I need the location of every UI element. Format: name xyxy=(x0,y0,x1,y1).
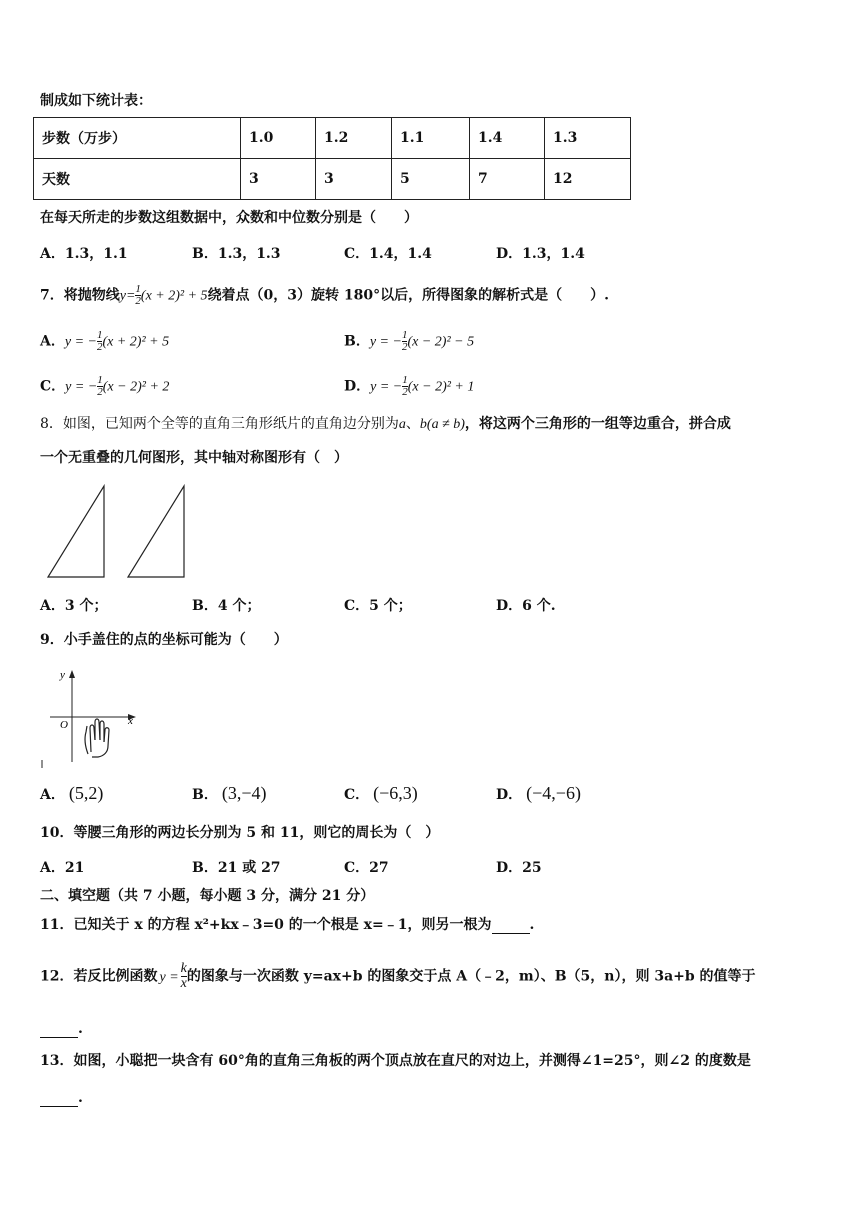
q9-option-a: A． (5,2) xyxy=(40,783,104,803)
table-cell: 1.4 xyxy=(470,118,545,159)
table-cell: 天数 xyxy=(34,159,241,200)
q7-stem-post: 绕着点（0，3）旋转 180°以后，所得图象的解析式是（ ）. xyxy=(207,287,610,304)
q13-answer-line: . xyxy=(40,1089,83,1107)
stats-table xyxy=(33,117,631,200)
q7-func-tail: (x + 2)² + 5 xyxy=(140,288,208,304)
q7-option-d: D．y = − $\frac{1}{2}$ (x − 2)² + 1 xyxy=(344,374,475,398)
table-cell: 1.0 xyxy=(241,118,316,159)
q7-stem xyxy=(40,284,609,307)
q6-option-b: B．1.3，1.3 xyxy=(192,246,281,262)
axis-y-label: y xyxy=(60,669,65,681)
answer-blank[interactable] xyxy=(40,1092,78,1107)
right-triangle-2 xyxy=(128,486,184,577)
q7-option-a: A．y = − $\frac{1}{2}$ (x + 2)² + 5 xyxy=(40,329,170,353)
origin-label: O xyxy=(60,719,68,731)
q9-option-c: C． (−6,3) xyxy=(344,783,418,803)
q10-stem: 10．等腰三角形的两边长分别为 5 和 11，则它的周长为（ ） xyxy=(40,825,440,841)
q9-option-b: B． (3,−4) xyxy=(192,783,267,803)
q9-coordinate-figure xyxy=(38,664,148,768)
y-axis-arrow xyxy=(69,670,75,678)
q6-option-a: A．1.3，1.1 xyxy=(40,246,128,262)
q9-option-d: D． (−4,−6) xyxy=(496,783,581,803)
table-cell: 步数（万步） xyxy=(34,118,241,159)
q10-option-a: A．21 xyxy=(40,860,85,876)
table-cell: 1.1 xyxy=(392,118,470,159)
axis-x-label: x xyxy=(128,715,133,727)
table-cell: 3 xyxy=(316,159,392,200)
q8-option-b: B．4 个； xyxy=(192,598,261,614)
table-cell: 12 xyxy=(545,159,631,200)
q8-option-a: A．3 个； xyxy=(40,598,108,614)
q7-fraction: $\frac{1}{2}$ xyxy=(135,283,141,307)
q13-stem: 13．如图，小聪把一块含有 60°角的直角三角板的两个顶点放在直尺的对边上，并测得∠1=25°，则∠2 的度数是 xyxy=(40,1053,751,1069)
q7-stem-pre: 7．将抛物线 xyxy=(40,287,120,304)
hand-icon xyxy=(85,719,109,757)
q10-option-b: B．21 或 27 xyxy=(192,860,281,876)
q6-option-c: C．1.4，1.4 xyxy=(344,246,432,262)
answer-blank[interactable] xyxy=(492,919,530,934)
q8-option-c: C．5 个； xyxy=(344,598,412,614)
q9-stem: 9．小手盖住的点的坐标可能为（ ） xyxy=(40,632,288,648)
intro-text: 制成如下统计表： xyxy=(40,93,152,109)
table-cell: 1.3 xyxy=(545,118,631,159)
table-row xyxy=(34,159,631,200)
q10-option-c: C．27 xyxy=(344,860,389,876)
q8-stem-line2: 一个无重叠的几何图形，其中轴对称图形有（ ） xyxy=(40,450,348,466)
q10-option-d: D．25 xyxy=(496,860,542,876)
answer-blank[interactable] xyxy=(40,1023,78,1038)
table-cell: 3 xyxy=(241,159,316,200)
q6-option-d: D．1.3，1.4 xyxy=(496,246,585,262)
table-cell: 5 xyxy=(392,159,470,200)
q12-answer-line: . xyxy=(40,1020,83,1038)
table-row xyxy=(34,118,631,159)
right-triangle-1 xyxy=(48,486,104,577)
q7-func-head: y= xyxy=(119,288,136,304)
q8-option-d: D．6 个. xyxy=(496,598,556,614)
section-heading: 二、填空题（共 7 小题，每小题 3 分，满分 21 分） xyxy=(40,888,375,904)
table-cell: 1.2 xyxy=(316,118,392,159)
q8-stem-line1: 8．如图，已知两个全等的直角三角形纸片的直角边分别为a、b(a ≠ b)，将这两个三角形的一组等边重合，拼合成 xyxy=(40,416,731,432)
q7-option-c: C．y = − $\frac{1}{2}$ (x − 2)² + 2 xyxy=(40,374,170,398)
q8-triangles-figure xyxy=(44,484,194,582)
table-cell: 7 xyxy=(470,159,545,200)
q6-stem: 在每天所走的步数这组数据中，众数和中位数分别是（ ） xyxy=(40,210,418,226)
q11-stem: 11．已知关于 x 的方程 x²+kx﹣3=0 的一个根是 x=﹣1，则另一根为 . xyxy=(40,917,535,933)
q7-option-b: B．y = − $\frac{1}{2}$ (x − 2)² − 5 xyxy=(344,329,475,353)
q12-stem: 12．若反比例函数 y = $\frac{k}{x}$ 的图象与一次函数 y=ax+b 的图象交于点 A（﹣2，m）、B（5，n），则 3a+b 的值等于 xyxy=(40,961,756,991)
